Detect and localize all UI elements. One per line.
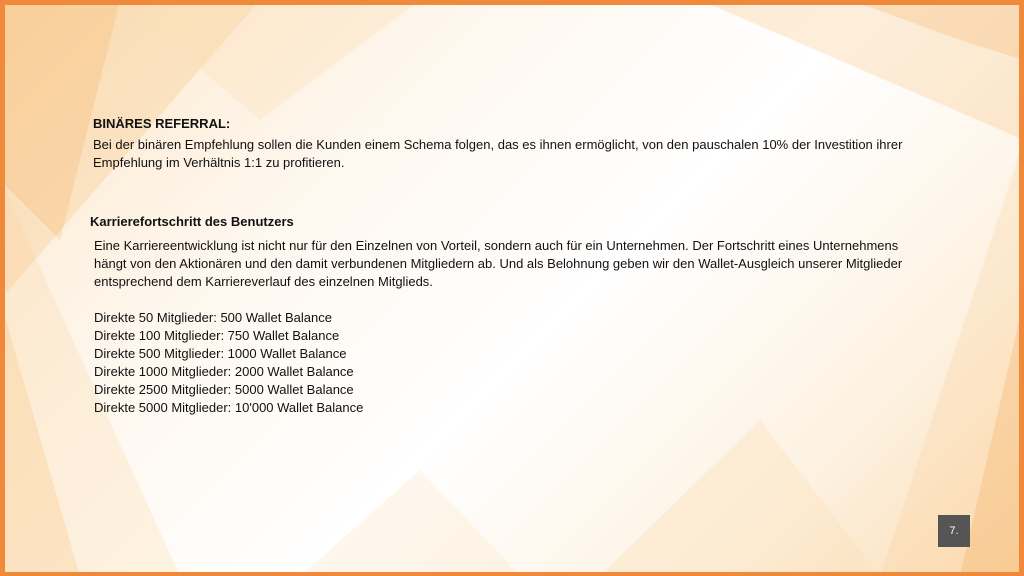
career-level-item: Direkte 500 Mitglieder: 1000 Wallet Balance: [94, 346, 347, 361]
section-title-binary-referral: BINÄRES REFERRAL:: [93, 116, 231, 131]
career-level-item: Direkte 2500 Mitglieder: 5000 Wallet Balance: [94, 382, 354, 397]
career-level-item: Direkte 50 Mitglieder: 500 Wallet Balance: [94, 310, 332, 325]
career-level-item: Direkte 100 Mitglieder: 750 Wallet Balance: [94, 328, 340, 343]
section-title-career-progress: Karrierefortschritt des Benutzers: [90, 214, 294, 229]
career-level-item: Direkte 1000 Mitglieder: 2000 Wallet Balance: [94, 364, 354, 379]
section-body-career-progress: Eine Karriereentwicklung ist nicht nur für den Einzelnen von Vorteil, sondern auch für ein Unternehmen. Der Fortschritt eines Unternehmens hängt von den Aktionären und den damit verbundenen Mitgliedern ab. Und als Belohnung geben wir den Wallet-Ausgleich unserer Mitglieder entsprechend dem Karriereverlauf des einzelnen Mitglieds.: [94, 238, 903, 289]
page-number-badge: 7.: [938, 515, 970, 547]
career-level-item: Direkte 5000 Mitglieder: 10'000 Wallet Balance: [94, 400, 364, 415]
career-levels-list: [94, 309, 363, 417]
section-body-binary-referral: Bei der binären Empfehlung sollen die Kunden einem Schema folgen, das es ihnen ermöglicht, von den pauschalen 10% der Investition ihrer Empfehlung im Verhältnis 1:1 zu profitieren.: [93, 137, 903, 170]
